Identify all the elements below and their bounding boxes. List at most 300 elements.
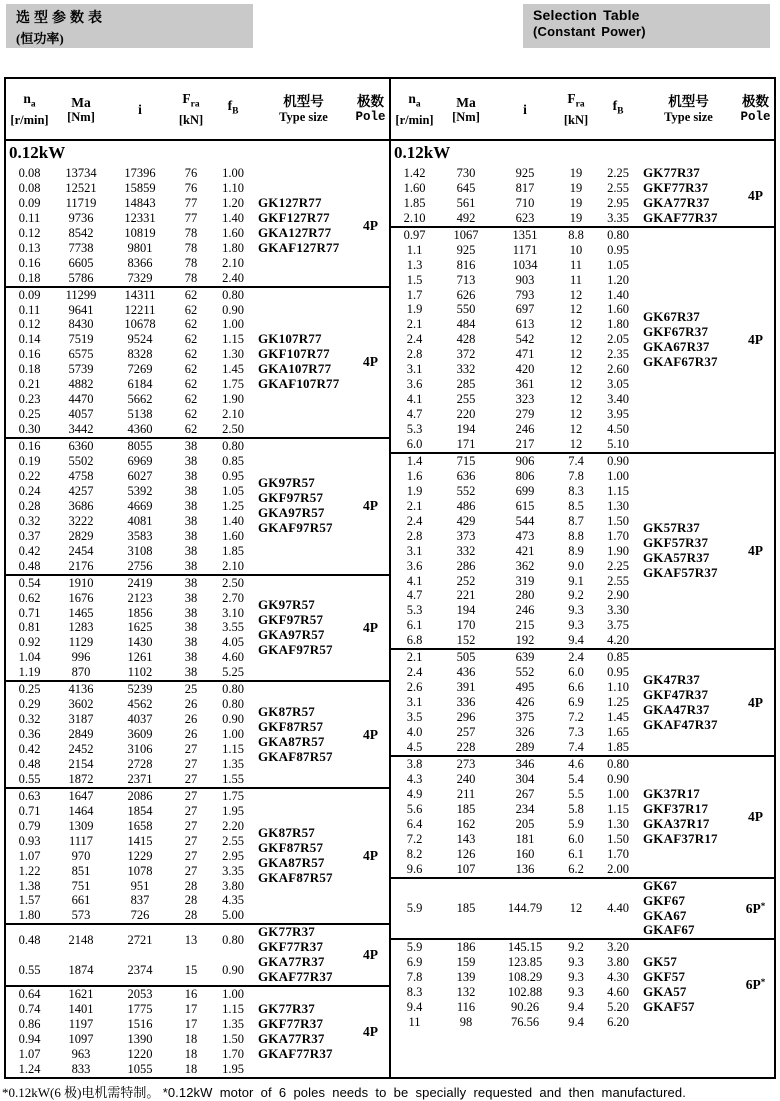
cell-ma: 963 bbox=[71, 1047, 91, 1062]
cell-ma: 7519 bbox=[68, 332, 94, 347]
cell-fra: 27 bbox=[184, 788, 198, 803]
type-size-label: GKF87R57 bbox=[258, 840, 324, 856]
cell-i: 205 bbox=[515, 816, 535, 831]
cell-na: 2.8 bbox=[406, 528, 423, 543]
cell-ma: 2829 bbox=[68, 528, 94, 543]
cell-fra: 12 bbox=[569, 436, 583, 451]
cell-i: 2053 bbox=[127, 987, 153, 1002]
cell-ma: 7738 bbox=[68, 240, 94, 255]
cell-na: 7.8 bbox=[406, 970, 423, 985]
cell-fb: 1.35 bbox=[222, 1017, 244, 1032]
cell-fb: 1.00 bbox=[222, 987, 244, 1002]
cell-ma: 11299 bbox=[65, 287, 97, 302]
cell-na: 4.5 bbox=[406, 740, 423, 755]
pole-label: 4P bbox=[748, 187, 763, 203]
cell-i: 14843 bbox=[124, 195, 156, 210]
cell-fra: 5.5 bbox=[568, 786, 584, 801]
cell-i: 8366 bbox=[127, 255, 153, 270]
cell-na: 0.25 bbox=[18, 407, 41, 422]
cell-i: 1351 bbox=[512, 227, 538, 242]
cell-fra: 27 bbox=[184, 818, 198, 833]
cell-fra: 38 bbox=[184, 635, 198, 650]
cell-i: 8328 bbox=[127, 347, 153, 362]
cell-i: 2371 bbox=[127, 771, 153, 786]
table-row bbox=[391, 407, 640, 422]
cell-ma: 1097 bbox=[68, 1032, 94, 1047]
type-size-label: GKF47R37 bbox=[643, 686, 709, 702]
cell-na: 2.1 bbox=[406, 317, 423, 332]
cell-i: 9524 bbox=[127, 332, 153, 347]
cell-fb: 1.25 bbox=[222, 498, 244, 513]
cell-fb: 0.80 bbox=[607, 757, 629, 772]
footnote bbox=[2, 1082, 780, 1101]
cell-na: 8.3 bbox=[406, 985, 423, 1000]
cell-na: 0.18 bbox=[18, 362, 41, 377]
cell-ma: 4057 bbox=[68, 407, 94, 422]
col-header-na: $n_a$ [r/min] bbox=[395, 91, 434, 127]
table-row bbox=[6, 407, 255, 422]
table-row bbox=[6, 454, 255, 469]
cell-fb: 1.00 bbox=[607, 468, 629, 483]
cell-fra: 11 bbox=[569, 272, 583, 287]
numeric-rows bbox=[391, 757, 640, 877]
table-row bbox=[6, 559, 255, 574]
cell-na: 0.08 bbox=[18, 166, 41, 180]
cell-fb: 1.95 bbox=[222, 1061, 244, 1076]
cell-ma: 4758 bbox=[68, 468, 94, 483]
cell-ma: 1464 bbox=[68, 803, 94, 818]
cell-na: 3.5 bbox=[406, 710, 423, 725]
table-row bbox=[391, 955, 640, 970]
table-row bbox=[391, 484, 640, 499]
cell-i: 726 bbox=[130, 908, 150, 923]
cell-fb: 3.35 bbox=[607, 210, 629, 225]
cell-fra: 77 bbox=[184, 210, 198, 225]
cell-fb: 5.25 bbox=[222, 665, 244, 680]
type-size-label: GKA127R77 bbox=[258, 224, 332, 240]
cell-fra: 19 bbox=[569, 210, 583, 225]
type-size-list bbox=[640, 228, 737, 452]
table-panel-left bbox=[6, 79, 389, 1077]
cell-fra: 38 bbox=[184, 605, 198, 620]
cell-fra: 12 bbox=[569, 392, 583, 407]
cell-i: 4037 bbox=[127, 712, 153, 727]
pole-label: 4P bbox=[748, 808, 763, 824]
cell-fra: 9.3 bbox=[568, 618, 584, 633]
numeric-rows bbox=[391, 650, 640, 755]
cell-fra: 62 bbox=[184, 362, 198, 377]
cell-ma: 185 bbox=[456, 801, 476, 816]
cell-fb: 6.20 bbox=[607, 1015, 629, 1030]
col-header-ma: Ma [Nm] bbox=[452, 94, 480, 124]
cell-ma: 484 bbox=[456, 317, 476, 332]
col-header-fb: $f_B$ bbox=[612, 98, 624, 117]
cell-na: 6.0 bbox=[406, 436, 423, 451]
cell-fra: 62 bbox=[184, 377, 198, 392]
table-row bbox=[391, 1000, 640, 1015]
cell-fra: 8.8 bbox=[568, 528, 584, 543]
type-size-list bbox=[255, 789, 352, 924]
type-size-label: GKAF97R57 bbox=[258, 641, 333, 657]
cell-fra: 6.1 bbox=[568, 846, 584, 861]
type-size-label: GKA37R17 bbox=[643, 815, 710, 831]
cell-fra: 26 bbox=[184, 697, 198, 712]
cell-fra: 19 bbox=[569, 166, 583, 180]
cell-fb: 4.60 bbox=[607, 985, 629, 1000]
type-size-label: GK47R37 bbox=[643, 671, 701, 687]
table-row bbox=[6, 712, 255, 727]
cell-ma: 505 bbox=[456, 650, 476, 665]
cell-fra: 76 bbox=[184, 166, 198, 180]
cell-fra: 7.4 bbox=[568, 454, 584, 469]
cell-na: 3.8 bbox=[406, 757, 423, 772]
cell-i: 1658 bbox=[127, 818, 153, 833]
type-size-label: GKF77R37 bbox=[643, 179, 709, 195]
cell-na: 0.36 bbox=[18, 727, 41, 742]
cell-ma: 550 bbox=[456, 302, 476, 317]
cell-i: 3108 bbox=[127, 543, 153, 558]
cell-fra: 27 bbox=[184, 742, 198, 757]
type-size-label: GKF97R57 bbox=[258, 612, 324, 627]
row-groups-left bbox=[6, 166, 389, 1077]
cell-fra: 9.0 bbox=[568, 558, 584, 573]
cell-fra: 38 bbox=[184, 665, 198, 680]
type-size-label: GK57 bbox=[643, 954, 678, 970]
cell-na: 0.09 bbox=[18, 195, 41, 210]
type-size-label: GKF107R77 bbox=[258, 346, 330, 362]
row-group bbox=[391, 877, 774, 939]
cell-fb: 2.55 bbox=[607, 180, 629, 195]
pole-label: 4P bbox=[363, 848, 378, 864]
cell-ma: 870 bbox=[71, 665, 91, 680]
type-size-label: GK77R37 bbox=[258, 1001, 316, 1017]
cell-i: 3106 bbox=[127, 742, 153, 757]
cell-fb: 1.45 bbox=[222, 362, 244, 377]
cell-i: 3583 bbox=[127, 528, 153, 543]
cell-fb: 0.80 bbox=[222, 287, 244, 302]
cell-i: 6027 bbox=[127, 468, 153, 483]
cell-fra: 9.3 bbox=[568, 985, 584, 1000]
cell-ma: 98 bbox=[459, 1015, 473, 1030]
cell-fb: 2.50 bbox=[222, 422, 244, 437]
cell-ma: 211 bbox=[456, 786, 476, 801]
table-row bbox=[391, 1015, 640, 1030]
cell-i: 542 bbox=[515, 332, 535, 347]
cell-ma: 13734 bbox=[65, 166, 97, 180]
cell-fra: 9.1 bbox=[568, 573, 584, 588]
cell-fra: 9.3 bbox=[568, 955, 584, 970]
cell-fb: 4.40 bbox=[607, 901, 629, 916]
cell-na: 0.71 bbox=[18, 803, 41, 818]
cell-fb: 1.10 bbox=[607, 680, 629, 695]
cell-fra: 38 bbox=[184, 513, 198, 528]
numeric-rows bbox=[6, 576, 255, 681]
cell-na: 4.7 bbox=[406, 407, 423, 422]
cell-na: 0.93 bbox=[18, 833, 41, 848]
cell-fra: 38 bbox=[184, 543, 198, 558]
cell-na: 0.54 bbox=[18, 575, 41, 590]
cell-fb: 0.90 bbox=[222, 962, 244, 977]
cell-i: 234 bbox=[515, 801, 535, 816]
cell-i: 10819 bbox=[124, 225, 156, 240]
table-row bbox=[391, 588, 640, 603]
cell-ma: 925 bbox=[456, 242, 476, 257]
cell-fra: 26 bbox=[184, 727, 198, 742]
table-row bbox=[6, 303, 255, 318]
table-row bbox=[391, 772, 640, 787]
table-row bbox=[391, 166, 640, 181]
table-row bbox=[391, 273, 640, 288]
table-row bbox=[6, 1017, 255, 1032]
type-size-label: GK87R57 bbox=[258, 703, 316, 719]
cell-fra: 27 bbox=[184, 803, 198, 818]
table-row bbox=[391, 665, 640, 680]
cell-na: 2.8 bbox=[406, 347, 423, 362]
cell-na: 0.13 bbox=[18, 240, 41, 255]
cell-i: 76.56 bbox=[510, 1015, 540, 1030]
cell-ma: 286 bbox=[456, 558, 476, 573]
table-row bbox=[391, 529, 640, 544]
title-bar-english bbox=[523, 4, 770, 48]
type-size-label: GKA77R37 bbox=[643, 194, 710, 210]
type-size-label: GKA87R57 bbox=[258, 855, 325, 871]
table-row bbox=[6, 439, 255, 454]
cell-i: 136 bbox=[515, 861, 535, 876]
cell-ma: 116 bbox=[456, 1000, 476, 1015]
cell-fra: 77 bbox=[184, 195, 198, 210]
table-row bbox=[6, 933, 255, 948]
pole-label: 6P * bbox=[745, 900, 766, 916]
cell-fb: 4.35 bbox=[222, 893, 244, 908]
pole-label: 4P bbox=[363, 354, 378, 370]
numeric-rows bbox=[6, 925, 255, 985]
cell-na: 9.4 bbox=[406, 1000, 423, 1015]
cell-fra: 12 bbox=[569, 377, 583, 392]
cell-ma: 636 bbox=[456, 468, 476, 483]
table-row bbox=[6, 682, 255, 697]
table-row bbox=[6, 742, 255, 757]
cell-i: 326 bbox=[515, 725, 535, 740]
cell-fra: 26 bbox=[184, 712, 198, 727]
cell-fra: 7.8 bbox=[568, 468, 584, 483]
col-header-fra: $F_{ra}$ [kN] bbox=[178, 91, 204, 127]
type-size-list bbox=[640, 757, 737, 877]
cell-fra: 28 bbox=[184, 893, 198, 908]
table-row bbox=[391, 302, 640, 317]
cell-i: 5138 bbox=[127, 407, 153, 422]
numeric-rows bbox=[391, 879, 640, 939]
cell-na: 8.2 bbox=[406, 846, 423, 861]
type-size-label: GKA67R37 bbox=[643, 338, 710, 354]
cell-i: 544 bbox=[515, 513, 535, 528]
cell-i: 710 bbox=[515, 195, 535, 210]
type-size-label: GKA97R57 bbox=[258, 626, 325, 642]
cell-ma: 713 bbox=[456, 272, 476, 287]
row-group bbox=[391, 938, 774, 1030]
cell-i: 2123 bbox=[127, 590, 153, 605]
cell-i: 1854 bbox=[127, 803, 153, 818]
cell-i: 217 bbox=[515, 436, 535, 451]
cell-i: 12211 bbox=[124, 302, 156, 317]
type-size-label: GK57R37 bbox=[643, 520, 701, 536]
cell-fb: 5.00 bbox=[222, 908, 244, 923]
cell-na: 1.7 bbox=[406, 287, 423, 302]
table-row bbox=[391, 288, 640, 303]
cell-i: 361 bbox=[515, 377, 535, 392]
cell-fra: 38 bbox=[184, 590, 198, 605]
cell-ma: 3686 bbox=[68, 498, 94, 513]
cell-fb: 1.15 bbox=[222, 332, 244, 347]
cell-ma: 428 bbox=[456, 332, 476, 347]
cell-na: 0.48 bbox=[18, 558, 41, 573]
pole-label: 4P bbox=[363, 726, 378, 742]
cell-fb: 0.90 bbox=[607, 454, 629, 469]
cell-na: 3.1 bbox=[406, 695, 423, 710]
cell-ma: 436 bbox=[456, 665, 476, 680]
cell-fb: 1.00 bbox=[222, 727, 244, 742]
cell-fra: 17 bbox=[184, 1017, 198, 1032]
cell-i: 5392 bbox=[127, 483, 153, 498]
numeric-rows bbox=[391, 454, 640, 648]
cell-ma: 273 bbox=[456, 757, 476, 772]
type-size-label: GKA57R37 bbox=[643, 550, 710, 566]
cell-fra: 62 bbox=[184, 317, 198, 332]
cell-fb: 3.35 bbox=[222, 863, 244, 878]
cell-ma: 996 bbox=[71, 650, 91, 665]
cell-ma: 3602 bbox=[68, 697, 94, 712]
cell-i: 1171 bbox=[512, 242, 538, 257]
cell-ma: 162 bbox=[456, 816, 476, 831]
col-header-pole: 极数 Pole bbox=[740, 94, 771, 124]
cell-fra: 6.0 bbox=[568, 665, 584, 680]
cell-ma: 170 bbox=[456, 618, 476, 633]
cell-fb: 0.90 bbox=[222, 712, 244, 727]
cell-i: 319 bbox=[515, 573, 535, 588]
cell-na: 2.1 bbox=[406, 650, 423, 665]
cell-na: 1.9 bbox=[406, 302, 423, 317]
cell-fra: 7.2 bbox=[568, 710, 584, 725]
table-row bbox=[6, 789, 255, 804]
table-row bbox=[391, 710, 640, 725]
cell-i: 2086 bbox=[127, 788, 153, 803]
cell-fb: 1.15 bbox=[222, 1002, 244, 1017]
cell-fb: 1.40 bbox=[607, 287, 629, 302]
cell-ma: 285 bbox=[456, 377, 476, 392]
table-row bbox=[6, 834, 255, 849]
type-size-label: GKA77R37 bbox=[258, 954, 325, 970]
cell-na: 0.86 bbox=[18, 1017, 41, 1032]
cell-fra: 2.4 bbox=[568, 650, 584, 665]
cell-i: 639 bbox=[515, 650, 535, 665]
cell-fb: 1.85 bbox=[607, 740, 629, 755]
cell-na: 0.42 bbox=[18, 543, 41, 558]
cell-ma: 429 bbox=[456, 513, 476, 528]
cell-i: 1856 bbox=[127, 605, 153, 620]
cell-i: 160 bbox=[515, 846, 535, 861]
table-row bbox=[6, 317, 255, 332]
cell-fb: 1.70 bbox=[607, 528, 629, 543]
cell-i: 793 bbox=[515, 287, 535, 302]
cell-fra: 6.9 bbox=[568, 695, 584, 710]
cell-ma: 194 bbox=[456, 421, 476, 436]
type-size-list bbox=[255, 682, 352, 787]
cell-na: 0.12 bbox=[18, 317, 41, 332]
table-row bbox=[6, 226, 255, 241]
type-size-label: GKAF57R37 bbox=[643, 565, 718, 581]
type-size-label: GKA77R37 bbox=[258, 1031, 325, 1047]
cell-i: 1220 bbox=[127, 1047, 153, 1062]
cell-fb: 3.40 bbox=[607, 392, 629, 407]
cell-na: 5.9 bbox=[406, 901, 423, 916]
cell-i: 215 bbox=[515, 618, 535, 633]
cell-na: 0.62 bbox=[18, 590, 41, 605]
type-size-label: GKF37R17 bbox=[643, 800, 709, 816]
cell-ma: 1874 bbox=[68, 962, 94, 977]
type-size-label: GKA47R37 bbox=[643, 701, 710, 717]
cell-i: 2721 bbox=[127, 932, 153, 947]
table-row bbox=[391, 695, 640, 710]
type-size-label: GKF57 bbox=[643, 969, 686, 985]
row-group bbox=[6, 574, 389, 681]
table-row bbox=[6, 591, 255, 606]
type-size-label: GKAF77R37 bbox=[643, 209, 718, 225]
row-group bbox=[391, 648, 774, 755]
cell-i: 420 bbox=[515, 362, 535, 377]
cell-na: 6.9 bbox=[406, 955, 423, 970]
cell-fra: 38 bbox=[184, 483, 198, 498]
table-row bbox=[6, 241, 255, 256]
cell-fb: 2.10 bbox=[222, 255, 244, 270]
row-group bbox=[391, 226, 774, 452]
cell-fb: 0.90 bbox=[607, 771, 629, 786]
type-size-list bbox=[640, 879, 737, 939]
type-size-label: GK67 bbox=[643, 877, 678, 893]
footnote-chinese: *0.12kW(6 极)电机需特制。 bbox=[2, 1084, 160, 1100]
pole-label: 6P * bbox=[745, 977, 766, 993]
table-row bbox=[6, 804, 255, 819]
cell-na: 2.6 bbox=[406, 680, 423, 695]
cell-i: 697 bbox=[515, 302, 535, 317]
cell-ma: 221 bbox=[456, 588, 476, 603]
cell-na: 3.1 bbox=[406, 362, 423, 377]
cell-fra: 12 bbox=[569, 347, 583, 362]
numeric-rows bbox=[6, 439, 255, 574]
cell-fb: 1.30 bbox=[222, 347, 244, 362]
cell-i: 144.79 bbox=[507, 901, 543, 916]
cell-i: 837 bbox=[130, 893, 150, 908]
cell-ma: 1872 bbox=[68, 771, 94, 786]
table-row bbox=[391, 377, 640, 392]
cell-na: 1.5 bbox=[406, 272, 423, 287]
table-row bbox=[6, 499, 255, 514]
table-row bbox=[6, 665, 255, 680]
cell-ma: 3442 bbox=[68, 422, 94, 437]
cell-na: 0.30 bbox=[18, 422, 41, 437]
cell-ma: 8542 bbox=[68, 225, 94, 240]
cell-fb: 2.05 bbox=[607, 332, 629, 347]
cell-na: 0.24 bbox=[18, 483, 41, 498]
cell-fb: 1.60 bbox=[222, 528, 244, 543]
cell-fra: 9.3 bbox=[568, 603, 584, 618]
cell-ma: 336 bbox=[456, 695, 476, 710]
subtitle-cn: (恒功率) bbox=[16, 31, 64, 46]
row-group bbox=[6, 923, 389, 985]
cell-na: 0.28 bbox=[18, 498, 41, 513]
table-row bbox=[391, 228, 640, 243]
cell-fb: 3.05 bbox=[607, 377, 629, 392]
type-size-label: GKA87R57 bbox=[258, 733, 325, 749]
cell-na: 0.16 bbox=[18, 439, 41, 454]
